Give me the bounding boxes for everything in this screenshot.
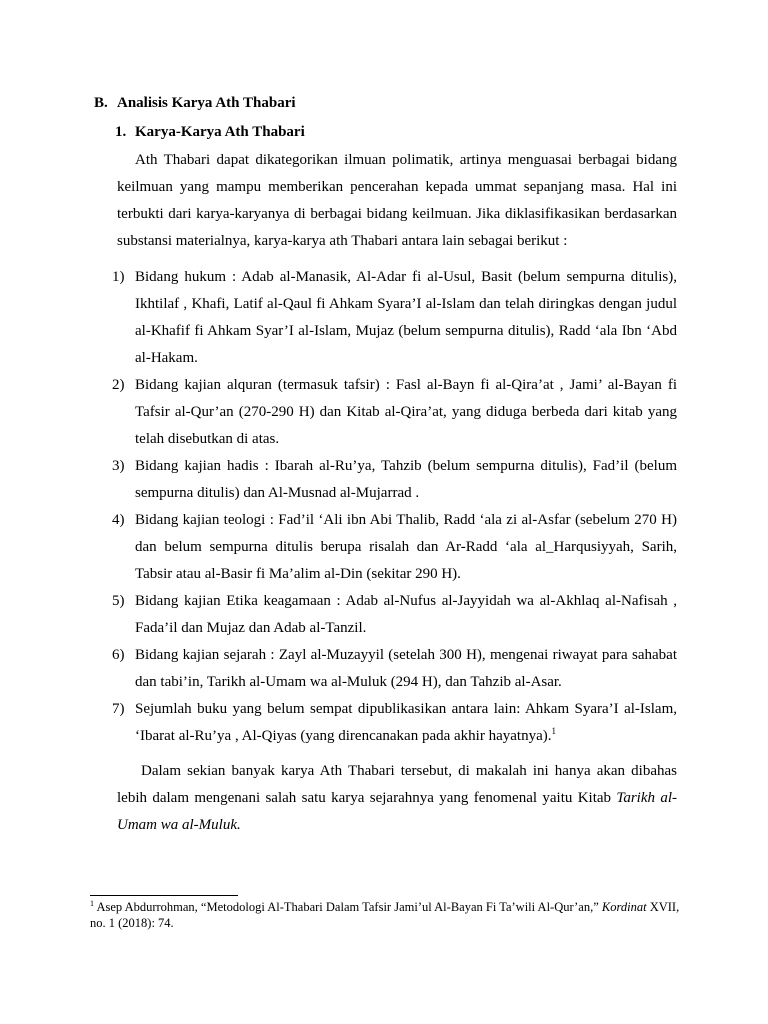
list-item bbox=[0, 372, 677, 453]
subsection-number: 1. bbox=[115, 124, 127, 140]
closing-paragraph-text: Dalam sekian banyak karya Ath Thabari tersebut, di makalah ini hanya akan dibahas lebih dalam mengenani salah satu karya sejarahnya yang fenomenal yaitu Kitab bbox=[117, 763, 677, 806]
book-title: Tarikh al-Umam wa al-Muluk. bbox=[117, 790, 678, 833]
list-item-text: Bidang hukum : Adab al-Manasik, Al-Adar fi al-Usul, Basit (belum sempurna ditulis), Ikhtilaf , Khafi, Latif al-Qaul fi Ahkam Syara’I al-Islam dan telah diringkas dengan judul al-Khafif fi Ahkam Syar’I al-Islam, Mujaz (belum sempurna ditulis), Radd ‘ala Ibn ‘Abd al-Hakam. bbox=[135, 269, 677, 366]
list-item-text: Bidang kajian sejarah : Zayl al-Muzayyil (setelah 300 H), mengenai riwayat para sahabat dan tabi’in, Tarikh al-Umam wa al-Muluk (294 H), dan Tahzib al-Asar. bbox=[135, 647, 677, 690]
footnote bbox=[90, 899, 690, 931]
list-marker: 2) bbox=[112, 377, 125, 393]
list-item-text: Sejumlah buku yang belum sempat dipublikasikan antara lain: Ahkam Syara’I al-Islam, ‘Ibarat al-Ru’ya , Al-Qiyas (yang direncanakan pada akhir hayatnya). bbox=[135, 701, 677, 744]
footnote-journal: Kordinat bbox=[601, 900, 647, 914]
list-marker: 6) bbox=[112, 647, 125, 663]
section-title: Analisis Karya Ath Thabari bbox=[117, 95, 296, 111]
list-item bbox=[0, 507, 677, 588]
list-marker: 1) bbox=[112, 269, 125, 285]
list-item-text: Bidang kajian alquran (termasuk tafsir) : Fasl al-Bayn fi al-Qira’at , Jami’ al-Bayan fi Tafsir al-Qur’an (270-290 H) dan Kitab al-Qira’at, yang diduga berbeda dari kitab yang telah disebutkan di atas. bbox=[135, 377, 677, 447]
section-heading bbox=[94, 95, 296, 112]
list-marker: 7) bbox=[112, 701, 125, 717]
footnote-citation: XVII, no. 1 (2018): 74. bbox=[90, 900, 680, 930]
list-item bbox=[0, 264, 677, 372]
footnote-text: Asep Abdurrohman, “Metodologi Al-Thabari Dalam Tafsir Jami’ul Al-Bayan Fi Ta’wili Al-Qur’an,” bbox=[96, 900, 602, 914]
subsection-title: Karya-Karya Ath Thabari bbox=[135, 124, 305, 140]
list-item bbox=[0, 696, 677, 750]
subsection-heading bbox=[115, 124, 305, 141]
list-item bbox=[0, 588, 677, 642]
list-marker: 5) bbox=[112, 593, 125, 609]
intro-paragraph: Ath Thabari dapat dikategorikan ilmuan polimatik, artinya menguasai berbagai bidang keilmuan yang mampu memberikan pencerahan kepada ummat sepanjang masa. Hal ini terbukti dari karya-karyanya di berbagai bidang keilmuan. Jika diklasifikasikan berdasarkan substansi materialnya, karya-karya ath Thabari antara lain sebagai berikut : bbox=[117, 152, 677, 249]
list-item bbox=[0, 642, 677, 696]
section-number: B. bbox=[94, 95, 108, 111]
list-item bbox=[0, 453, 677, 507]
footnote-number: 1 bbox=[90, 898, 94, 908]
list-item-text: Bidang kajian teologi : Fad’il ‘Ali ibn Abi Thalib, Radd ‘ala zi al-Asfar (sebelum 270 H) dan belum sempurna ditulis berupa risalah dan Ar-Radd ‘ala al_Harqusiyyah, Sarih, Tabsir atau al-Basir fi Ma’alim al-Din (sekitar 290 H). bbox=[135, 512, 677, 582]
closing-paragraph bbox=[117, 758, 677, 839]
list-item-text: Bidang kajian Etika keagamaan : Adab al-Nufus al-Jayyidah wa al-Akhlaq al-Nafisah , Fada’il dan Mujaz dan Adab al-Tanzil. bbox=[135, 593, 677, 636]
works-list bbox=[0, 264, 768, 750]
footnote-reference[interactable]: 1 bbox=[551, 726, 556, 736]
list-item-text: Bidang kajian hadis : Ibarah al-Ru’ya, Tahzib (belum sempurna ditulis), Fad’il (belum sempurna ditulis) dan Al-Musnad al-Mujarrad . bbox=[135, 458, 677, 501]
footnote-separator bbox=[90, 895, 238, 896]
list-marker: 4) bbox=[112, 512, 125, 528]
list-marker: 3) bbox=[112, 458, 125, 474]
